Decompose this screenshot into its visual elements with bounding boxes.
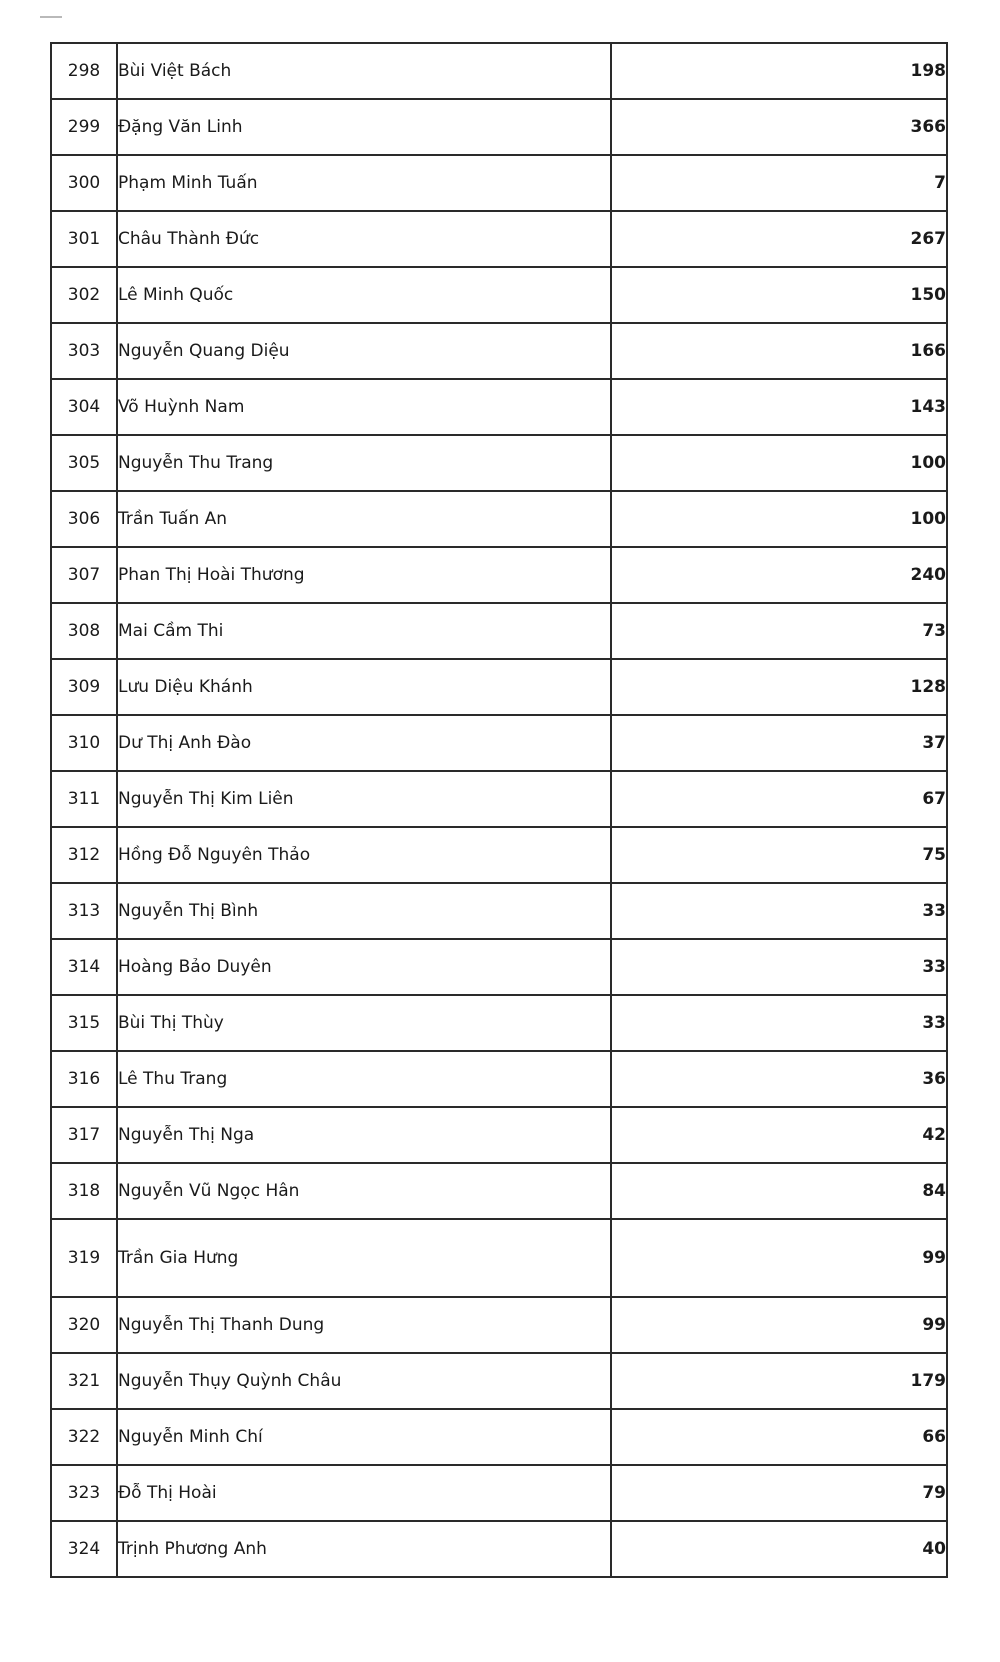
row-number: 306 [51,491,117,547]
row-number: 314 [51,939,117,995]
table-row [51,1107,947,1163]
row-name: Nguyễn Thị Thanh Dung [117,1297,611,1353]
row-name: Đỗ Thị Hoài [117,1465,611,1521]
row-number: 310 [51,715,117,771]
row-name: Phan Thị Hoài Thương [117,547,611,603]
row-number: 322 [51,1409,117,1465]
row-number: 318 [51,1163,117,1219]
row-number: 317 [51,1107,117,1163]
row-number: 307 [51,547,117,603]
table-row [51,827,947,883]
scan-mark [40,16,62,18]
row-value: 42 [611,1107,947,1163]
row-value: 7 [611,155,947,211]
row-value: 33 [611,995,947,1051]
row-name: Nguyễn Thụy Quỳnh Châu [117,1353,611,1409]
row-name: Võ Huỳnh Nam [117,379,611,435]
table-row [51,939,947,995]
row-number: 311 [51,771,117,827]
roster-table-body [51,43,947,1577]
table-row [51,995,947,1051]
table-row [51,659,947,715]
row-name: Phạm Minh Tuấn [117,155,611,211]
table-row [51,267,947,323]
row-number: 312 [51,827,117,883]
row-number: 321 [51,1353,117,1409]
row-name: Lê Minh Quốc [117,267,611,323]
row-name: Nguyễn Thu Trang [117,435,611,491]
row-value: 179 [611,1353,947,1409]
row-value: 267 [611,211,947,267]
row-value: 240 [611,547,947,603]
row-value: 99 [611,1297,947,1353]
row-value: 143 [611,379,947,435]
row-number: 300 [51,155,117,211]
table-row [51,1409,947,1465]
row-number: 320 [51,1297,117,1353]
row-number: 323 [51,1465,117,1521]
row-name: Lưu Diệu Khánh [117,659,611,715]
row-number: 302 [51,267,117,323]
row-number: 309 [51,659,117,715]
row-number: 303 [51,323,117,379]
table-row [51,491,947,547]
row-value: 37 [611,715,947,771]
row-name: Dư Thị Anh Đào [117,715,611,771]
row-name: Nguyễn Minh Chí [117,1409,611,1465]
table-row [51,1297,947,1353]
table-row [51,211,947,267]
row-number: 313 [51,883,117,939]
row-number: 305 [51,435,117,491]
row-name: Trần Gia Hưng [117,1219,611,1297]
row-number: 298 [51,43,117,99]
row-value: 33 [611,883,947,939]
row-name: Trịnh Phương Anh [117,1521,611,1577]
row-value: 79 [611,1465,947,1521]
row-name: Nguyễn Quang Diệu [117,323,611,379]
table-row [51,435,947,491]
row-name: Bùi Việt Bách [117,43,611,99]
row-value: 100 [611,491,947,547]
row-name: Mai Cầm Thi [117,603,611,659]
row-name: Trần Tuấn An [117,491,611,547]
row-name: Nguyễn Thị Nga [117,1107,611,1163]
table-row [51,883,947,939]
table-row [51,1353,947,1409]
row-name: Hồng Đỗ Nguyên Thảo [117,827,611,883]
row-number: 299 [51,99,117,155]
table-row [51,43,947,99]
row-value: 128 [611,659,947,715]
row-value: 150 [611,267,947,323]
row-name: Châu Thành Đức [117,211,611,267]
row-name: Nguyễn Thị Kim Liên [117,771,611,827]
row-value: 166 [611,323,947,379]
row-number: 324 [51,1521,117,1577]
row-value: 66 [611,1409,947,1465]
table-row [51,1163,947,1219]
row-value: 84 [611,1163,947,1219]
row-value: 40 [611,1521,947,1577]
table-row [51,1521,947,1577]
row-name: Nguyễn Vũ Ngọc Hân [117,1163,611,1219]
table-row [51,99,947,155]
row-value: 99 [611,1219,947,1297]
table-row [51,547,947,603]
table-row [51,379,947,435]
table-row [51,1465,947,1521]
row-value: 33 [611,939,947,995]
row-value: 366 [611,99,947,155]
table-row [51,603,947,659]
row-name: Bùi Thị Thùy [117,995,611,1051]
roster-table [50,42,948,1578]
row-number: 319 [51,1219,117,1297]
row-name: Nguyễn Thị Bình [117,883,611,939]
table-row [51,1219,947,1297]
table-row [51,155,947,211]
row-value: 67 [611,771,947,827]
row-value: 100 [611,435,947,491]
row-value: 198 [611,43,947,99]
row-name: Đặng Văn Linh [117,99,611,155]
row-name: Lê Thu Trang [117,1051,611,1107]
table-row [51,715,947,771]
row-value: 36 [611,1051,947,1107]
row-number: 308 [51,603,117,659]
table-row [51,771,947,827]
table-row [51,1051,947,1107]
row-number: 315 [51,995,117,1051]
row-number: 304 [51,379,117,435]
row-name: Hoàng Bảo Duyên [117,939,611,995]
row-value: 73 [611,603,947,659]
row-number: 301 [51,211,117,267]
row-number: 316 [51,1051,117,1107]
table-row [51,323,947,379]
row-value: 75 [611,827,947,883]
